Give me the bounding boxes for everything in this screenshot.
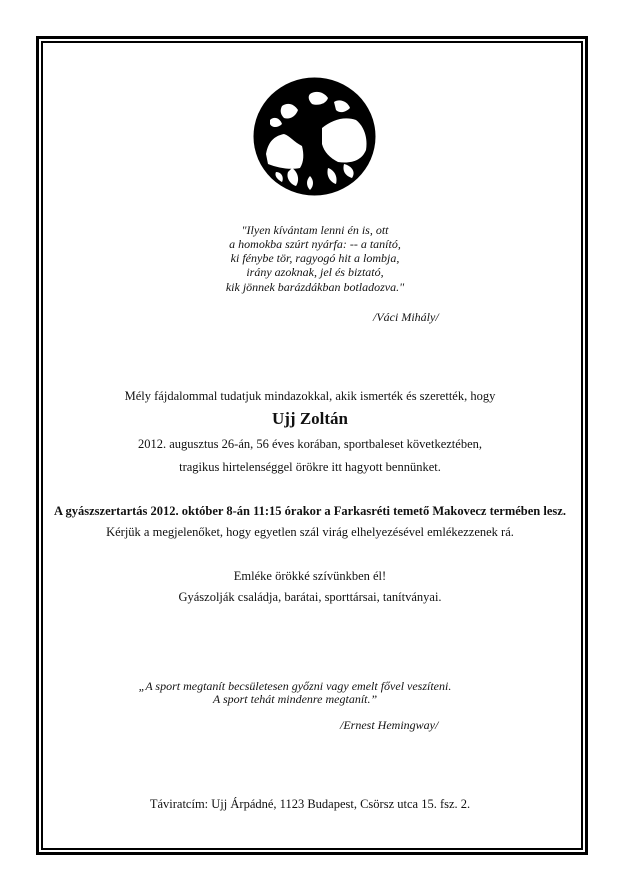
announcement-details-line-2: tragikus hirtelenséggel örökre itt hagyott bennünket. [179, 460, 441, 474]
closing-quote-author: /Ernest Hemingway/ [340, 718, 439, 732]
poem-line-4: irány azoknak, jel és biztató, [246, 265, 384, 279]
closing-quote-line-2: A sport tehát mindenre megtanít.” [212, 692, 378, 706]
closing-quote-line-1: „A sport megtanít becsületesen győzni vagy emelt fővel veszíteni. [138, 679, 452, 693]
poem-line-1: "Ilyen kívántam lenni én is, ott [241, 223, 389, 237]
telegram-address: Táviratcím: Ujj Árpádné, 1123 Budapest, Csörsz utca 15. fsz. 2. [149, 797, 471, 811]
poem-line-2: a homokba szúrt nyárfa: -- a tanító, [229, 237, 401, 251]
poem-author: /Váci Mihály/ [373, 310, 439, 324]
deceased-name: Ujj Zoltán [271, 409, 349, 428]
mourners-line: Gyászolják családja, barátai, sporttársai, tanítványai. [178, 590, 442, 604]
poem-line-5: kik jönnek barázdákban botladozva." [225, 280, 405, 294]
tree-of-life-icon [252, 76, 377, 197]
poem-line-3: ki fénybe tör, ragyogó hit a lombja, [230, 251, 400, 265]
funeral-request: Kérjük a megjelenőket, hogy egyetlen szál virág elhelyezésével emlékezzenek rá. [106, 525, 514, 539]
announcement-details-line-1: 2012. augusztus 26-án, 56 éves korában, sportbaleset következtében, [138, 437, 482, 451]
announcement-intro: Mély fájdalommal tudatjuk mindazokkal, akik ismerték és szerették, hogy [124, 389, 496, 403]
memory-line: Emléke örökké szívünkben él! [233, 569, 387, 583]
funeral-info: A gyászszertartás 2012. október 8-án 11:15 órakor a Farkasréti temető Makovecz termében lesz. [54, 504, 566, 518]
